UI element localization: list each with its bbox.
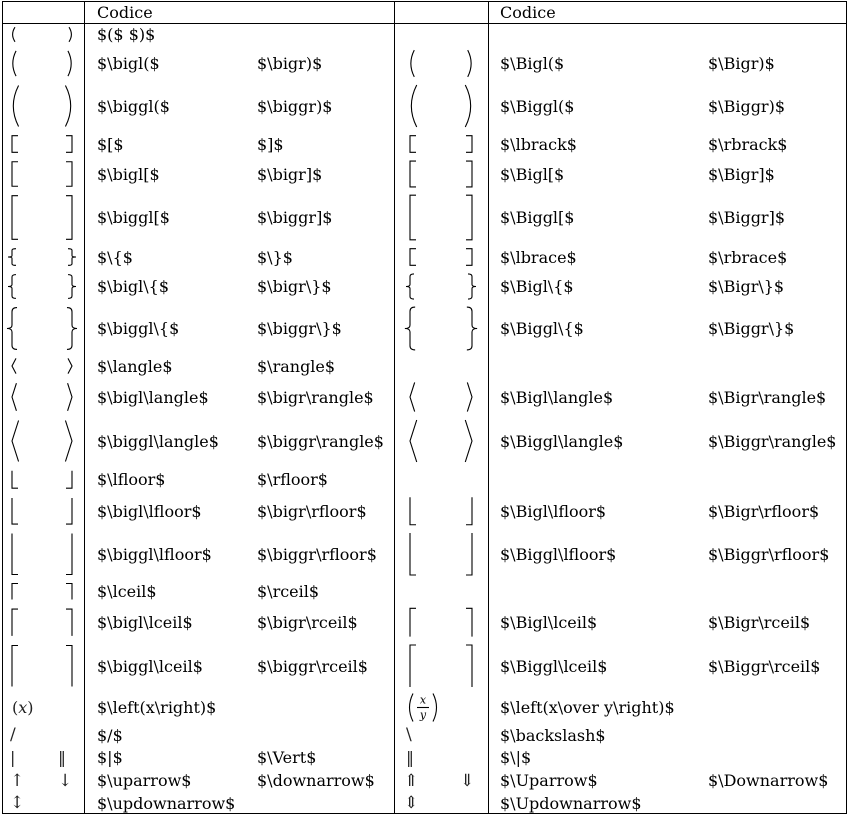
- code-right-delimiter: $\biggr\rfloor$: [257, 544, 377, 564]
- code-left-delimiter-large: $\Bigl\langle$: [500, 387, 614, 407]
- left-floor-delimiter: [410, 533, 416, 575]
- left-ceil-delimiter: [12, 584, 18, 600]
- code-right-delimiter: $\downarrow$: [257, 771, 375, 790]
- left-bracket-delimiter: [410, 249, 416, 266]
- right-floor-delimiter: [466, 497, 472, 525]
- code-left-delimiter: $\biggl($: [97, 96, 170, 116]
- right-angle-delimiter: [465, 420, 472, 462]
- code-right-delimiter-large: $\rbrack$: [708, 134, 788, 154]
- code-left-delimiter-large: $\Biggl\{$: [500, 319, 584, 338]
- code-right-delimiter: $\bigr)$: [257, 54, 323, 73]
- code-right-delimiter-large: $\Bigr]$: [708, 164, 775, 184]
- right-ceil-delimiter: [466, 645, 472, 687]
- left-column-ceil-bigg-delimiter-pair: [7, 641, 87, 691]
- code-left-delimiter: $\bigl[$: [97, 164, 160, 184]
- left-angle-delimiter: [12, 421, 19, 462]
- code-left-delimiter-large: $\lbrack$: [500, 134, 577, 154]
- table-row: [2, 23, 847, 46]
- right-bracket-delimiter: [466, 195, 472, 240]
- left-ceil-delimiter: [12, 609, 18, 636]
- left-bracket-delimiter: [410, 136, 416, 153]
- right-ceil-delimiter: [66, 584, 72, 600]
- code-right-delimiter: $\rfloor$: [257, 470, 328, 489]
- code-right-delimiter: $\rceil$: [257, 582, 320, 601]
- code-left-delimiter: $\bigl\lfloor$: [97, 501, 202, 521]
- code-right-delimiter: $\biggr\rangle$: [257, 431, 384, 451]
- left-bracket-delimiter: [410, 161, 416, 187]
- code-left-delimiter: $($ $)$: [97, 25, 156, 44]
- code-left-delimiter: $[$: [97, 134, 124, 154]
- right-angle-delimiter: [68, 383, 72, 411]
- table-row: [2, 769, 847, 792]
- left-column-floor-normal-delimiter-pair: [7, 466, 87, 493]
- left-floor-delimiter: [12, 534, 18, 575]
- left-ceil-delimiter: [12, 646, 18, 687]
- code-right-delimiter: $\bigr\}$: [257, 277, 332, 296]
- code-left-delimiter-large: $\left(x\over y\right)$: [500, 698, 675, 717]
- delimiter-table: [2, 1, 847, 814]
- left-ceil-delimiter: [410, 608, 416, 636]
- code-left-delimiter: $\bigl($: [97, 54, 160, 73]
- table-row: [2, 378, 847, 416]
- table-row: [2, 303, 847, 354]
- left-column-ceil-big-delimiter-pair: [7, 604, 87, 641]
- right-angle-delimiter: [68, 358, 72, 373]
- code-right-delimiter: $]$: [257, 134, 284, 154]
- right-paren-delimiter: [69, 27, 71, 42]
- left-angle-delimiter: [12, 358, 16, 373]
- right-column-paren-Big-delimiter-pair: [405, 46, 487, 81]
- code-left-delimiter: $\bigl\lceil$: [97, 613, 193, 632]
- code-left-delimiter-large: $\Biggl\langle$: [500, 431, 624, 451]
- left-column-bracket-bigg-delimiter-pair: [7, 191, 87, 244]
- code-left-delimiter: $\left(x\right)$: [97, 698, 217, 717]
- left-x-right-expression: ( x ): [12, 698, 34, 717]
- code-left-delimiter-large: $\Uparrow$: [500, 771, 598, 790]
- code-left-delimiter-large: $\Biggl($: [500, 96, 575, 116]
- code-left-delimiter-large: $\backslash$: [500, 725, 606, 745]
- table-header-row: [2, 1, 847, 23]
- downarrow-glyph: ↓: [58, 770, 73, 791]
- code-right-delimiter: $\bigr\rceil$: [257, 613, 358, 632]
- code-right-delimiter-large: $\Biggr\rfloor$: [708, 544, 830, 564]
- code-right-delimiter-large: $\Bigr\rangle$: [708, 387, 827, 407]
- left-floor-delimiter: [12, 498, 18, 524]
- table-row: [2, 641, 847, 691]
- right-column-paren-Bigg-delimiter-pair: [405, 81, 487, 131]
- code-left-delimiter: $\bigl\langle$: [97, 387, 209, 407]
- code-left-delimiter: $\biggl\langle$: [97, 431, 219, 451]
- right-column-brace-Bigg-delimiter-pair: [405, 303, 487, 354]
- right-paren-delimiter: [68, 51, 71, 76]
- right-column-brace-Big-delimiter-pair: [405, 270, 487, 303]
- left-brace-delimiter: [8, 249, 16, 266]
- table-row: [2, 131, 847, 157]
- code-left-delimiter: $\biggl\lceil$: [97, 656, 203, 676]
- right-floor-delimiter: [466, 533, 472, 575]
- code-left-delimiter: $\uparrow$: [97, 771, 192, 790]
- left-paren-delimiter: [411, 85, 416, 127]
- table-row: [2, 529, 847, 579]
- code-left-delimiter: $\lfloor$: [97, 470, 166, 489]
- code-left-delimiter-large: $\lbrace$: [500, 247, 577, 267]
- right-brace-delimiter: [467, 307, 477, 350]
- table-row: [2, 354, 847, 378]
- right-paren-delimiter: [468, 50, 471, 77]
- right-column-ceil-Bigg-delimiter-pair: [405, 641, 487, 691]
- right-ceil-delimiter: [66, 609, 72, 636]
- code-left-delimiter: $|$: [97, 748, 123, 767]
- code-left-delimiter-large: $\Bigl\lfloor$: [500, 501, 607, 521]
- right-floor-delimiter: [66, 471, 72, 488]
- left-column-paren-bigg-delimiter-pair: [7, 81, 87, 131]
- right-column-floor-Bigg-delimiter-pair: [405, 529, 487, 579]
- code-right-delimiter: $\Vert$: [257, 748, 317, 767]
- right-column-bracket-normal-delimiter-pair: [405, 131, 487, 157]
- code-right-delimiter: $\biggr]$: [257, 208, 333, 227]
- left-angle-delimiter: [410, 382, 415, 411]
- code-right-delimiter-large: $\Bigr\}$: [708, 277, 785, 296]
- left-paren-delimiter: [13, 86, 18, 127]
- right-bracket-delimiter: [66, 196, 72, 240]
- right-column-bracket-normal-delimiter-pair: [405, 244, 487, 270]
- table-row: [2, 81, 847, 131]
- table-row: [2, 46, 847, 81]
- code-left-delimiter: $\{$: [97, 247, 133, 267]
- left-column-ceil-normal-delimiter-pair: [7, 579, 87, 604]
- right-floor-delimiter: [66, 498, 72, 524]
- fraction-numerator: x: [419, 693, 427, 707]
- code-left-delimiter-large: $\Bigl\lceil$: [500, 613, 598, 632]
- left-brace-delimiter: [7, 308, 17, 350]
- right-paren-delimiter: [65, 86, 70, 127]
- left-floor-delimiter: [12, 471, 18, 488]
- code-right-delimiter-large: $\Biggr)$: [708, 96, 785, 116]
- code-left-delimiter-large: $\Bigl\{$: [500, 277, 574, 296]
- left-paren-delimiter: [13, 51, 16, 76]
- table-row: [2, 493, 847, 529]
- right-angle-delimiter: [467, 382, 472, 411]
- right-floor-delimiter: [66, 534, 72, 575]
- code-right-delimiter-large: $\Biggr\rceil$: [708, 656, 821, 676]
- code-right-delimiter-large: $\Bigr)$: [708, 54, 775, 73]
- code-right-delimiter: $\biggr\rceil$: [257, 656, 368, 676]
- right-column-angle-Bigg-delimiter-pair: [405, 416, 487, 466]
- right-brace-delimiter: [67, 308, 77, 350]
- table-row: [2, 244, 847, 270]
- uparrow-glyph: ↑: [10, 770, 25, 791]
- code-left-delimiter: $\updownarrow$: [97, 793, 236, 813]
- left-column-angle-bigg-delimiter-pair: [7, 416, 87, 466]
- code-left-delimiter-large: $\Biggl\lceil$: [500, 656, 608, 676]
- header-code-label-right: Codice: [500, 2, 556, 22]
- left-bracket-delimiter: [410, 195, 416, 240]
- code-right-delimiter-large: $\Biggr]$: [708, 208, 785, 227]
- table-row: [2, 466, 847, 493]
- code-right-delimiter: $\bigr\rangle$: [257, 387, 374, 407]
- double-uparrow-glyph: ⇑: [404, 770, 419, 791]
- code-right-delimiter-large: $\Downarrow$: [708, 771, 829, 790]
- left-brace-delimiter: [406, 274, 414, 299]
- code-right-delimiter-large: $\rbrace$: [708, 247, 788, 267]
- left-paren-delimiter: [13, 27, 15, 42]
- code-left-delimiter-large: $\Bigl[$: [500, 164, 565, 184]
- left-brace-delimiter: [8, 275, 16, 299]
- code-right-delimiter-large: $\Bigr\rfloor$: [708, 501, 820, 521]
- code-right-delimiter-large: $\Biggr\}$: [708, 319, 795, 338]
- left-ceil-delimiter: [410, 645, 416, 687]
- left-column-brace-bigg-delimiter-pair: [7, 303, 87, 354]
- left-column-angle-normal-delimiter-pair: [7, 354, 87, 378]
- left-column-bracket-big-delimiter-pair: [7, 157, 87, 191]
- slash-glyph: /: [10, 725, 16, 745]
- table-row: [2, 724, 847, 746]
- backslash-glyph: \: [406, 725, 412, 745]
- code-left-delimiter: $\bigl\{$: [97, 277, 170, 296]
- left-column-paren-big-delimiter-pair: [7, 46, 87, 81]
- left-brace-delimiter: [405, 307, 415, 350]
- code-left-delimiter-large: $\Biggl[$: [500, 208, 575, 227]
- right-bracket-delimiter: [466, 249, 472, 266]
- left-angle-delimiter: [12, 383, 16, 411]
- left-column-angle-big-delimiter-pair: [7, 378, 87, 416]
- right-column-bracket-Big-delimiter-pair: [405, 157, 487, 191]
- left-bracket-delimiter: [12, 136, 18, 153]
- table-row: [2, 157, 847, 191]
- right-brace-delimiter: [468, 274, 476, 299]
- table-row: [2, 579, 847, 604]
- right-bracket-delimiter: [466, 136, 472, 153]
- right-paren-delimiter: [465, 85, 470, 127]
- code-right-delimiter: $\rangle$: [257, 356, 336, 376]
- fraction-denominator: y: [419, 708, 427, 722]
- code-right-delimiter: $\}$: [257, 247, 293, 267]
- table-row: [2, 416, 847, 466]
- code-left-delimiter-large: $\Bigl($: [500, 54, 565, 73]
- table-row: [2, 604, 847, 641]
- double-updownarrow-glyph: ⇕: [404, 793, 419, 813]
- right-column-ceil-Big-delimiter-pair: [405, 604, 487, 641]
- table-row: [2, 792, 847, 814]
- table-row-rule: [2, 1, 847, 2]
- table-row: [2, 191, 847, 244]
- code-left-delimiter: $\biggl[$: [97, 208, 170, 227]
- code-right-delimiter: $\biggr)$: [257, 96, 333, 116]
- right-angle-delimiter: [65, 421, 72, 462]
- left-paren-delimiter: [411, 50, 414, 77]
- left-angle-delimiter: [410, 420, 417, 462]
- right-ceil-delimiter: [66, 646, 72, 687]
- left-column-floor-bigg-delimiter-pair: [7, 529, 87, 579]
- code-left-delimiter-large: $\Biggl\lfloor$: [500, 544, 617, 564]
- double-vert-glyph: ‖: [58, 748, 66, 767]
- double-downarrow-glyph: ⇓: [460, 770, 475, 791]
- right-ceil-delimiter: [466, 608, 472, 636]
- code-right-delimiter: $\bigr]$: [257, 164, 323, 184]
- right-bracket-delimiter: [66, 136, 72, 153]
- right-brace-delimiter: [68, 249, 76, 266]
- left-column-paren-normal-delimiter-pair: [7, 23, 87, 46]
- code-left-delimiter: $\biggl\{$: [97, 319, 180, 338]
- code-right-delimiter-large: $\Bigr\rceil$: [708, 613, 811, 632]
- table-row: [2, 691, 847, 724]
- left-floor-delimiter: [410, 497, 416, 525]
- code-right-delimiter: $\biggr\}$: [257, 319, 342, 338]
- table-row: [2, 746, 847, 769]
- code-left-delimiter: $\biggl\lfloor$: [97, 544, 212, 564]
- left-column-floor-big-delimiter-pair: [7, 493, 87, 529]
- left-bracket-delimiter: [12, 162, 18, 187]
- double-vert-glyph: ‖: [406, 748, 414, 767]
- left-column-brace-normal-delimiter-pair: [7, 244, 87, 270]
- right-column-angle-Big-delimiter-pair: [405, 378, 487, 416]
- left-bracket-delimiter: [12, 196, 18, 240]
- right-bracket-delimiter: [466, 161, 472, 187]
- left-frac-right-expression: [405, 691, 445, 724]
- code-right-delimiter-large: $\Biggr\rangle$: [708, 431, 837, 451]
- right-column-floor-Big-delimiter-pair: [405, 493, 487, 529]
- header-code-label-left: Codice: [97, 2, 153, 22]
- vert-glyph: |: [10, 748, 16, 767]
- table-row: [2, 270, 847, 303]
- right-brace-delimiter: [68, 275, 76, 299]
- code-left-delimiter-large: $\Updownarrow$: [500, 793, 642, 813]
- code-right-delimiter: $\bigr\rfloor$: [257, 501, 367, 521]
- code-left-delimiter: $\lceil$: [97, 582, 157, 601]
- left-column-brace-big-delimiter-pair: [7, 270, 87, 303]
- code-left-delimiter-large: $\|$: [500, 748, 532, 767]
- code-left-delimiter: $\langle$: [97, 356, 173, 376]
- right-column-bracket-Bigg-delimiter-pair: [405, 191, 487, 244]
- left-column-bracket-normal-delimiter-pair: [7, 131, 87, 157]
- updownarrow-glyph: ↕: [10, 793, 25, 813]
- right-bracket-delimiter: [66, 162, 72, 187]
- code-left-delimiter: $/$: [97, 725, 123, 745]
